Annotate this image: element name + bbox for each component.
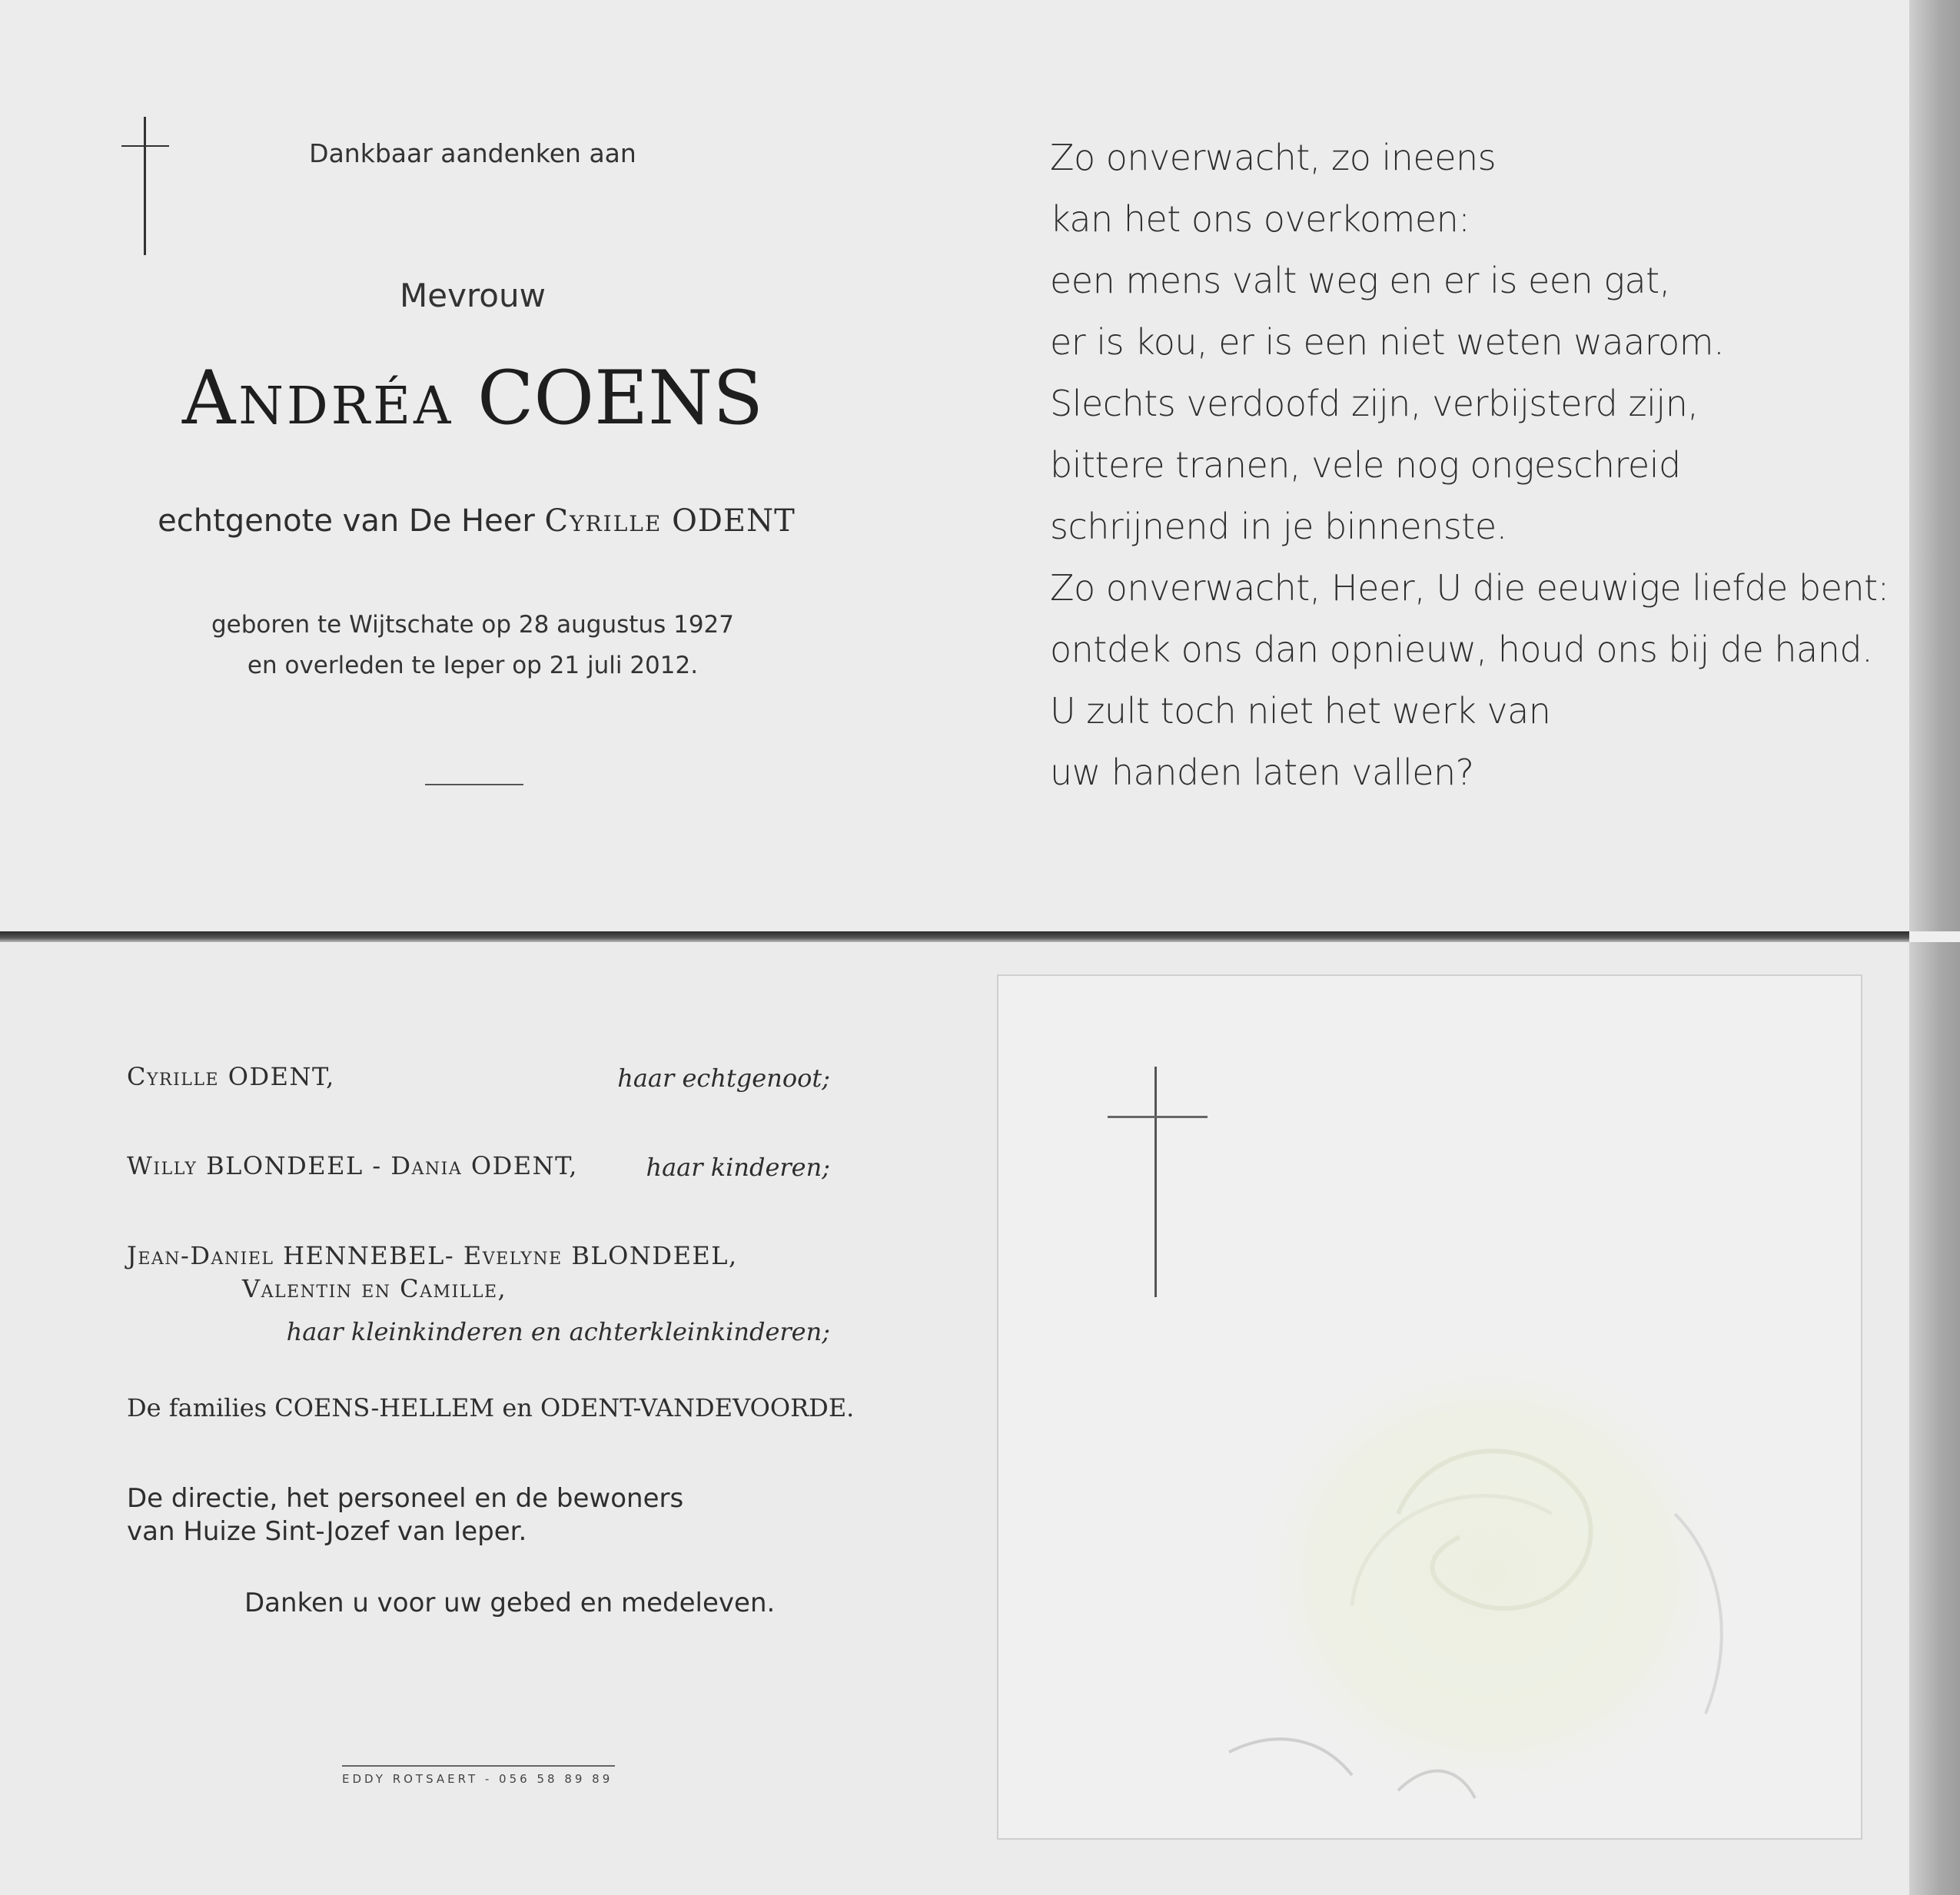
poem-line: een mens valt weg en er is een gat, (1050, 260, 1670, 301)
mourner-grandchildren: Jean-Daniel HENNEBEL- Evelyne BLONDEEL, (127, 1241, 738, 1270)
printer-rule (342, 1765, 615, 1767)
poem-line: U zult toch niet het werk van (1050, 690, 1551, 732)
mourner-greatgrandchildren: Valentin en Camille, (242, 1274, 507, 1303)
thanks-line: Danken u voor uw gebed en medeleven. (244, 1588, 776, 1618)
direction-line-2: van Huize Sint-Jozef van Ieper. (127, 1516, 527, 1547)
card-fold-line (0, 931, 1909, 942)
divider (425, 784, 523, 785)
deceased-last-name: COENS (477, 355, 763, 441)
deceased-name (115, 355, 830, 441)
role-children: haar kinderen; (646, 1153, 830, 1182)
card-edge-bottom (1909, 942, 1960, 1895)
salutation: Mevrouw (400, 277, 546, 314)
memorial-image (997, 974, 1862, 1840)
intro-text: Dankbaar aandenken aan (309, 138, 636, 168)
printer-credit: EDDY ROTSAERT - 056 58 89 89 (342, 1772, 613, 1786)
direction-line-1: De directie, het personeel en de bewoners (127, 1483, 684, 1514)
rose-image (998, 976, 1861, 1838)
role-grandchildren: haar kleinkinderen en achterkleinkinderen; (286, 1317, 830, 1346)
deceased-first-name: Andréa (182, 355, 454, 441)
poem-line: Slechts verdoofd zijn, verbijsterd zijn, (1050, 383, 1699, 424)
poem-line: er is kou, er is een niet weten waarom. (1050, 321, 1725, 363)
poem-line: Zo onverwacht, zo ineens (1050, 137, 1497, 178)
card-edge-top (1909, 0, 1960, 931)
spouse-line (108, 503, 845, 539)
mourner-spouse: Cyrille ODENT, (127, 1062, 335, 1091)
birth-line: geboren te Wijtschate op 28 augustus 1927 (211, 611, 734, 639)
poem-line: schrijnend in je binnenste. (1050, 506, 1507, 547)
poem-line: bittere tranen, vele nog ongeschreid (1050, 444, 1681, 486)
poem-line: ontdek ons dan opnieuw, houd ons bij de hand. (1050, 629, 1873, 670)
spouse-first-name: Cyrille (544, 503, 663, 539)
mourner-children: Willy BLONDEEL - Dania ODENT, (127, 1151, 578, 1180)
spouse-prefix: echtgenote van De Heer (158, 503, 535, 539)
families-line: De families COENS-HELLEM en ODENT-VANDEVOORDE. (127, 1393, 855, 1422)
spouse-last-name: ODENT (672, 503, 796, 539)
poem-line: uw handen laten vallen? (1050, 752, 1474, 793)
poem-line: kan het ons overkomen: (1050, 198, 1470, 240)
poem-line: Zo onverwacht, Heer, U die eeuwige liefde bent: (1050, 567, 1889, 609)
death-line: en overleden te Ieper op 21 juli 2012. (247, 652, 699, 679)
role-spouse: haar echtgenoot; (617, 1064, 830, 1093)
